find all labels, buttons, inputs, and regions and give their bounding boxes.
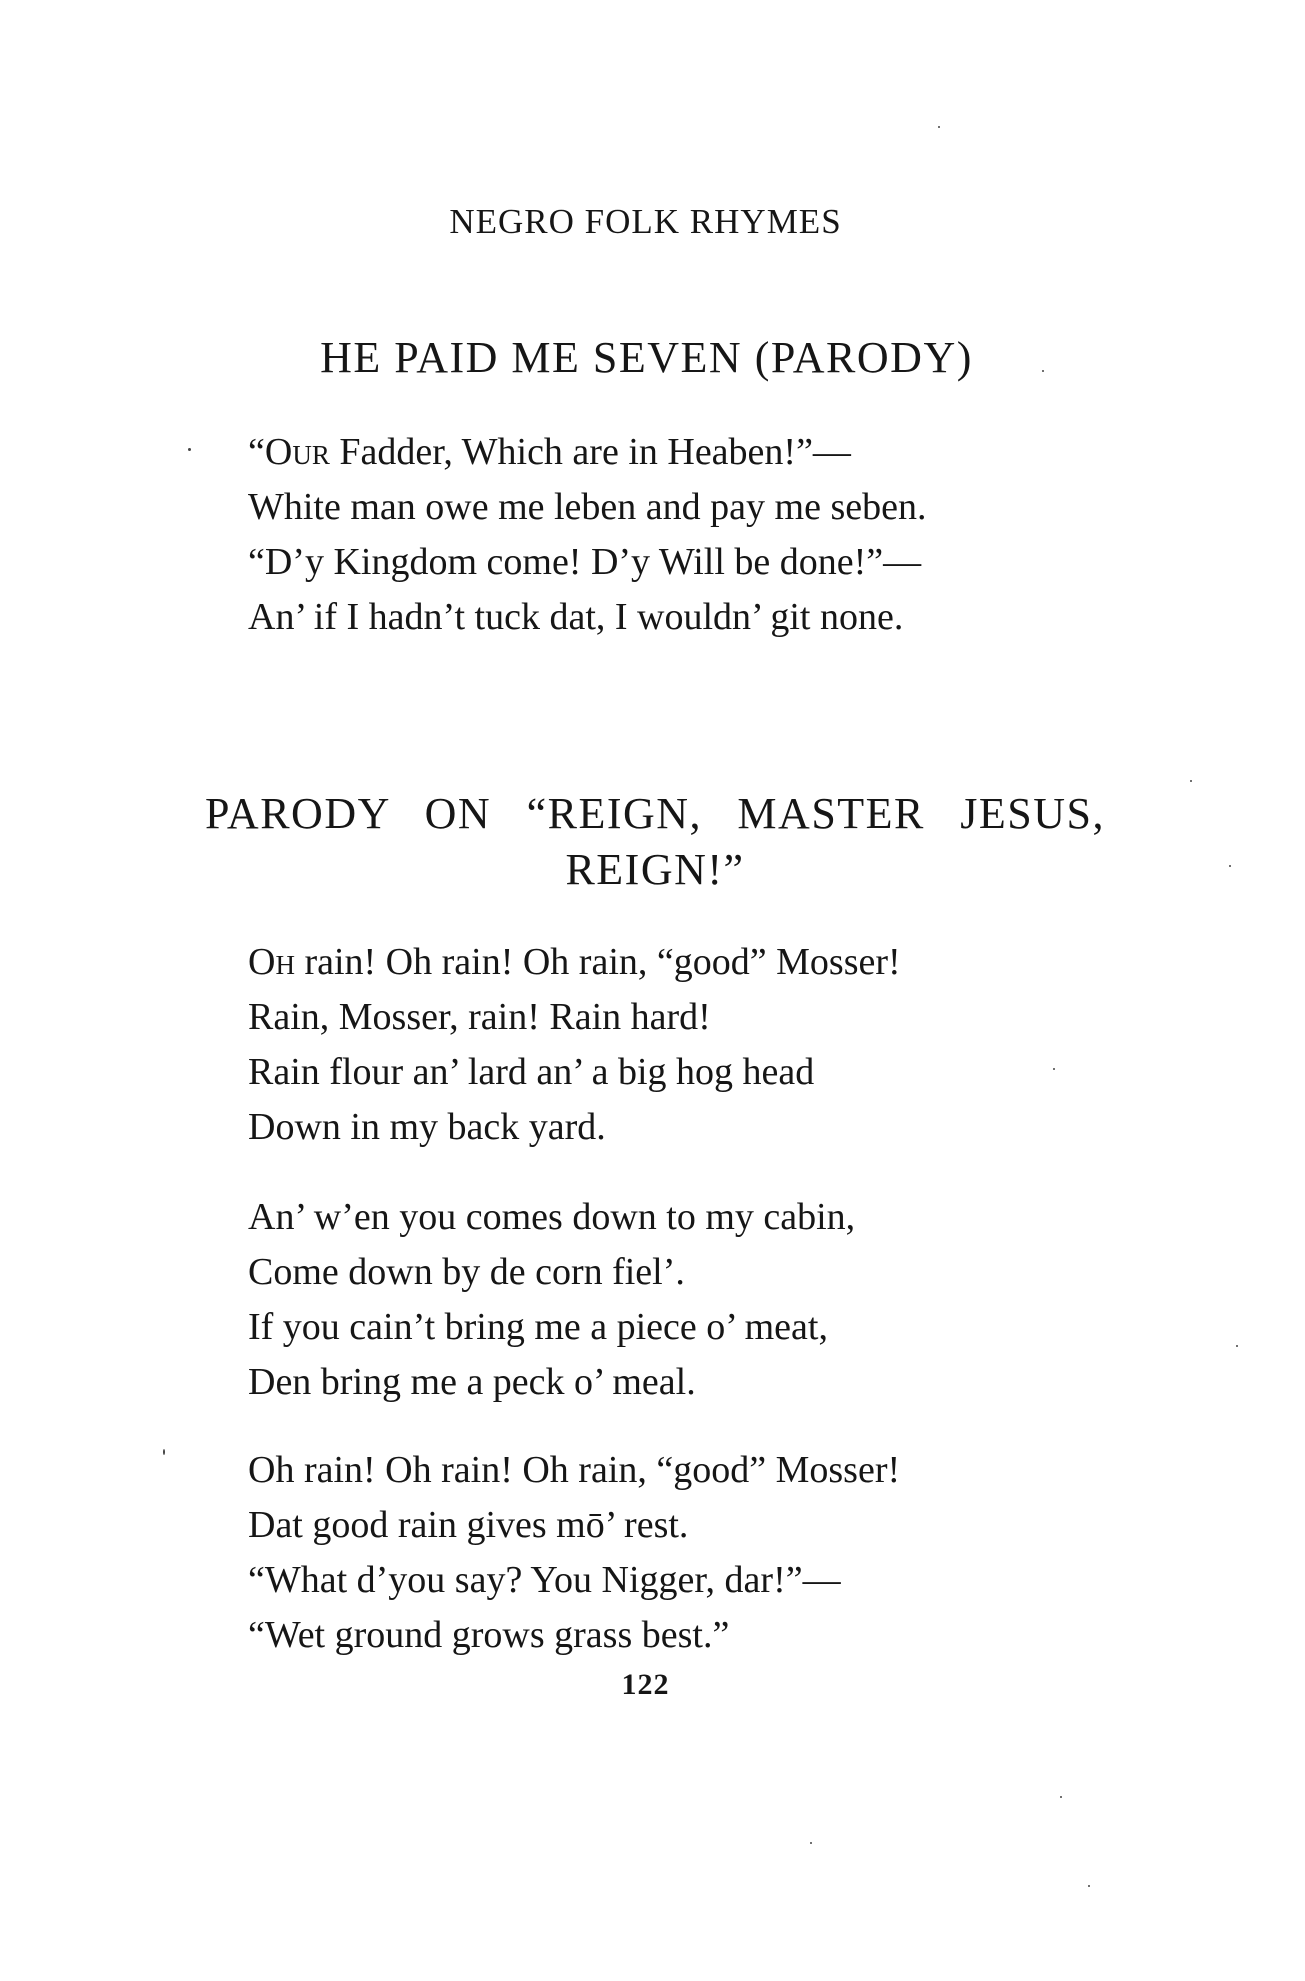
verse-line: Rain, Mosser, rain! Rain hard! <box>248 996 711 1038</box>
verse-line-text: rain! Oh rain! Oh rain, “good” Mosser! <box>294 941 901 983</box>
verse-line <box>248 425 926 480</box>
verse-line <box>248 935 901 990</box>
scan-speck <box>810 1842 812 1844</box>
verse-line: “D’y Kingdom come! D’y Will be done!”— <box>248 541 922 583</box>
verse-line: “What d’you say? You Nigger, dar!”— <box>248 1559 841 1601</box>
poem-2-stanza-1 <box>248 935 901 1155</box>
scan-speck <box>1236 1345 1238 1347</box>
verse-line: Come down by de corn fiel’. <box>248 1251 685 1293</box>
opening-quote: “ <box>248 431 265 473</box>
running-head: NEGRO FOLK RHYMES <box>449 202 842 241</box>
verse-line: An’ w’en you comes down to my cabin, <box>248 1196 856 1238</box>
verse-line: Down in my back yard. <box>248 1106 606 1148</box>
poem-title-line-1: PARODY ON “REIGN, MASTER JESUS, <box>205 789 1105 838</box>
verse-line: Rain flour an’ lard an’ a big hog head <box>248 1051 815 1093</box>
poem-2-stanza-3 <box>248 1443 900 1663</box>
verse-line-text: Fadder, Which are in Heaben!”— <box>329 431 851 473</box>
verse-line: “Wet ground grows grass best.” <box>248 1614 730 1656</box>
page-number: 122 <box>621 1668 670 1701</box>
scan-speck <box>938 126 940 128</box>
scan-speck <box>1190 780 1192 782</box>
verse-line: White man owe me leben and pay me seben. <box>248 486 927 528</box>
verse-line: An’ if I hadn’t tuck dat, I wouldn’ git none. <box>248 596 904 638</box>
scan-speck <box>163 1449 165 1455</box>
poem-title-he-paid-me-seven: HE PAID ME SEVEN (PARODY) <box>320 333 973 382</box>
scan-speck <box>1088 1885 1090 1887</box>
poem-1-stanza-1 <box>248 425 926 645</box>
verse-line: Den bring me a peck o’ meal. <box>248 1361 696 1403</box>
poem-title-parody-on-reign <box>205 786 1105 898</box>
small-caps-lead: Our <box>264 431 330 473</box>
verse-line: If you cain’t bring me a piece o’ meat, <box>248 1306 828 1348</box>
poem-2-stanza-2 <box>248 1190 855 1410</box>
scan-speck <box>1229 865 1231 867</box>
scan-speck <box>1042 370 1044 372</box>
scan-speck <box>1060 1796 1062 1798</box>
scan-speck <box>1053 1068 1055 1070</box>
verse-line: Oh rain! Oh rain! Oh rain, “good” Mosser! <box>248 1449 901 1491</box>
poem-title-line-2: REIGN!” <box>565 845 745 894</box>
small-caps-lead: Oh <box>248 941 295 983</box>
scan-speck <box>188 448 191 451</box>
verse-line: Dat good rain gives mō’ rest. <box>248 1504 689 1546</box>
